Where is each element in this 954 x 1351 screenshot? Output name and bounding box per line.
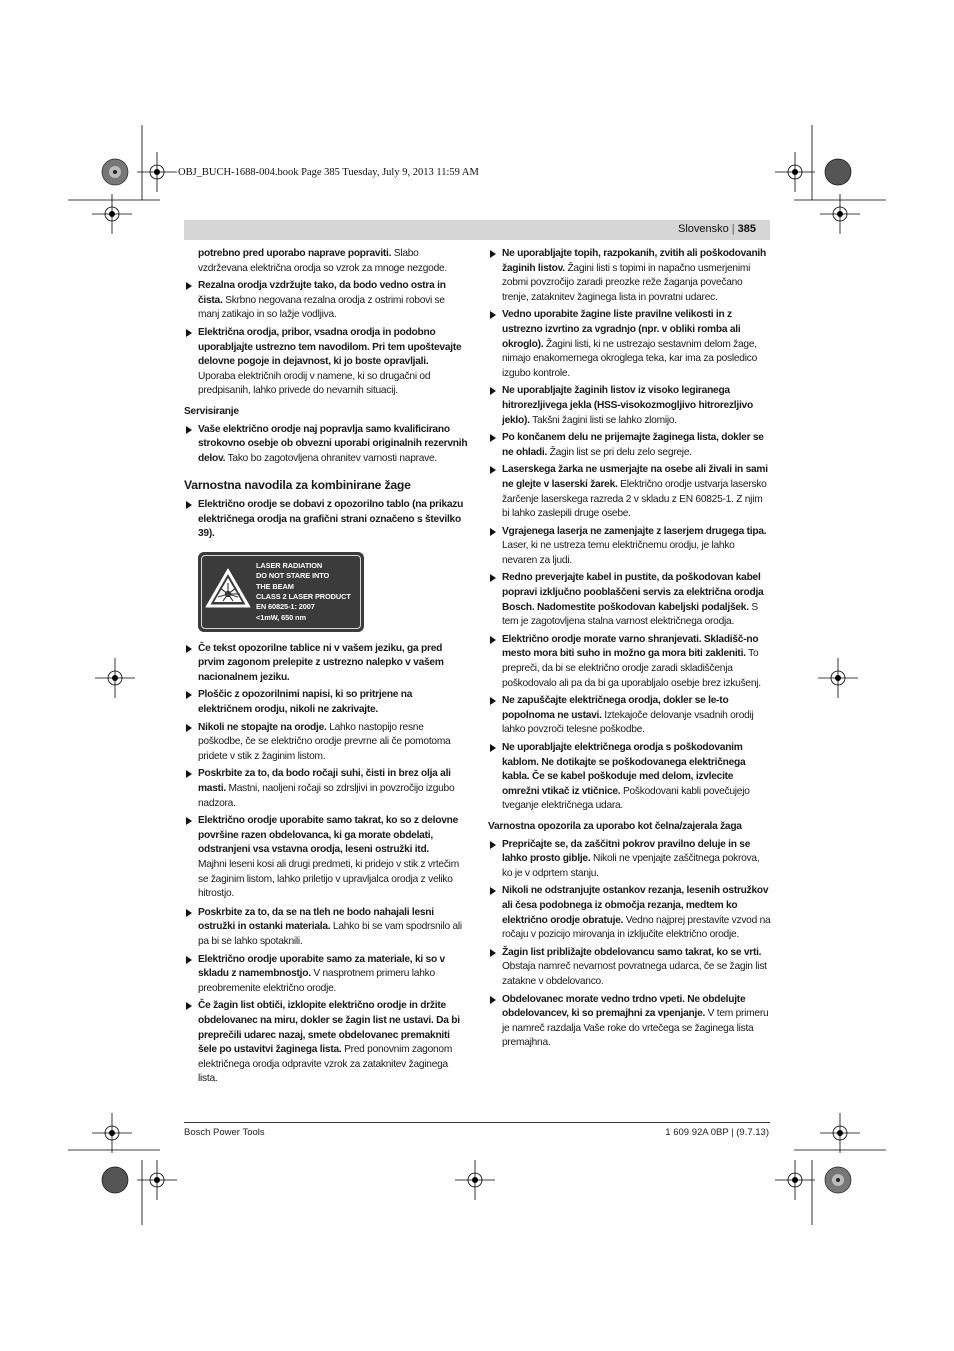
section-heading: Varnostna navodila za kombinirane žage	[184, 478, 411, 493]
list-item: Ne zapuščajte električnega orodja, dokler se le-to popolnoma ne ustavi. Iztekajoče delovanje vsadnih orodij lahko povzroči telesne poškodbe.	[488, 694, 771, 738]
bullet-triangle-icon	[186, 817, 192, 825]
list-item: Ne uporabljajte žaginih listov iz visoko legiranega hitrorezljivega jekla (HSS-visokozmogljivo hitrorezljivo jeklo). Takšni žagini listi se lahko zlomijo.	[488, 384, 771, 428]
header-page-number: 385	[737, 223, 756, 235]
list-item: Električno orodje se dobavi z opozorilno tablo (na prikazu električnega orodja na grafični strani označeno s številko 39).	[184, 498, 468, 542]
header-language: Slovensko	[678, 223, 729, 235]
page-header-bar: Slovensko | 385	[184, 220, 770, 240]
bullet-triangle-icon	[490, 574, 496, 582]
laser-label-line: THE BEAM	[256, 581, 294, 591]
bullet-triangle-icon	[490, 528, 496, 536]
bullet-triangle-icon	[186, 909, 192, 917]
list-item: Električno orodje uporabite samo takrat, ko so z delovne površine razen obdelovanca, ki ga morate obdelati, odstranjeni vsa vstavna orodja, leseni ostružki itd.	[184, 814, 468, 858]
list-item: Vgrajenega laserja ne zamenjajte z laserjem drugega tipa. Laser, ki ne ustreza temu električnemu orodju, je lahko nevaren za ljudi.	[488, 525, 771, 569]
registration-mark-top-right	[825, 159, 851, 185]
list-item: Po končanem delu ne prijemajte žaginega lista, dokler se ne ohladi. Žagin list se pri delu zelo segreje.	[488, 431, 771, 460]
bullet-triangle-icon	[186, 956, 192, 964]
list-item: Če žagin list obtiči, izklopite električno orodje in držite obdelovanec na miru, dokler se žagin list ne ustavi. Da bi preprečili udarec nazaj, smete obdelovanec premakniti šele po ustavitvi žaginega lista. Pred ponovnim zagonom električnega orodja odpravite vzrok za zataknitev žaginega lista.	[184, 999, 468, 1087]
crop-mark-bottom-left	[137, 1160, 177, 1200]
continuation-paragraph: Majhni leseni kosi ali drugi predmeti, ki pridejo v stik z vrtečim se žaginim listom, lahko priletijo v upravljalca orodja z veliko hitrostjo.	[198, 859, 459, 900]
crop-mark-right-middle	[818, 658, 858, 698]
bullet-triangle-icon	[490, 949, 496, 957]
list-item: Električno orodje uporabite samo za materiale, ki so v skladu z namembnostjo. V nasprotnem primeru lahko preobremenite električno orodje.	[184, 953, 468, 997]
list-item: Rezalna orodja vzdržujte tako, da bodo vedno ostra in čista. Skrbno negovana rezalna orodja z ostrimi robovi se manj zatikajo in so lažje vodljiva.	[184, 279, 468, 323]
list-item: Nikoli ne stopajte na orodje. Lahko nastopijo resne poškodbe, če se električno orodje prevrne ali če pomotoma pridete v stik z žaginim listom.	[184, 721, 468, 765]
laser-warning-label	[198, 552, 364, 632]
bullet-triangle-icon	[186, 282, 192, 290]
laser-label-line: <1mW, 650 nm	[256, 612, 306, 622]
crop-mark-top-left	[137, 152, 177, 192]
list-item: Poskrbite za to, da se na tleh ne bodo nahajali lesni ostružki in ostanki materiala. Lahko bi se vam spodrsnilo ali pa bi se lahko spotaknili.	[184, 906, 468, 950]
crop-mark-left-lower	[92, 1113, 132, 1153]
bullet-triangle-icon	[186, 426, 192, 434]
bullet-triangle-icon	[490, 434, 496, 442]
bullet-triangle-icon	[186, 501, 192, 509]
bullet-triangle-icon	[490, 311, 496, 319]
list-item: Če tekst opozorilne tablice ni v vašem jeziku, ga pred prvim zagonom prelepite z ustrezno nalepko v vašem nacionalnem jeziku.	[184, 642, 468, 686]
bullet-triangle-icon	[490, 250, 496, 258]
footer-doc-number: 1 609 92A 0BP | (9.7.13)	[665, 1127, 769, 1138]
registration-mark-bottom-left	[102, 1167, 128, 1193]
list-item: Nikoli ne odstranjujte ostankov rezanja, lesenih ostružkov ali česa podobnega iz območja rezanja, medtem ko električno orodje obratuje. Vedno najprej prestavite vzvod na ročaju v pozicijo mirovanja in izključite električno orodje.	[488, 884, 771, 942]
left-column	[184, 247, 468, 1090]
list-item: Obdelovanec morate vedno trdno vpeti. Ne obdelujte obdelovancev, ki so premajhni za vpenjanje. V tem primeru je namreč razdalja Vaše roke do vrtečega se žaginega lista premajhna.	[488, 993, 771, 1051]
bullet-triangle-icon	[186, 329, 192, 337]
bullet-triangle-icon	[186, 724, 192, 732]
footer-divider	[184, 1122, 770, 1123]
intro-paragraph: potrebno pred uporabo naprave popraviti. Slabo vzdrževana električna orodja so vzrok za mnoge nezgode.	[198, 248, 448, 274]
bullet-triangle-icon	[490, 697, 496, 705]
list-item: Vedno uporabite žagine liste pravilne velikosti in z ustrezno izvrtino za vgradnjo (npr. v obliki romba ali okroglo). Žagini listi, ki ne ustrezajo sestavnim delom žage, nimajo enakomernega okroglega teka, kar ima za posledico izgubo kontrole.	[488, 308, 771, 381]
bullet-triangle-icon	[186, 645, 192, 653]
bullet-triangle-icon	[186, 1002, 192, 1010]
crop-mark-left-middle	[95, 658, 135, 698]
list-item: Laserskega žarka ne usmerjajte na osebe ali živali in sami ne glejte v laserski žarek. Električno orodje ustvarja lasersko žarčenje laserskega razreda 2 v skladu z EN 60825-1. Z njim bi lahko zaslepili druge osebe.	[488, 463, 771, 521]
list-item: Prepričajte se, da zaščitni pokrov pravilno deluje in se lahko prosto giblje. Nikoli ne vpenjajte zaščitnega pokrova, ko je v odprtem stanju.	[488, 838, 771, 882]
crop-mark-bottom-center	[455, 1160, 495, 1200]
file-info-line: OBJ_BUCH-1688-004.book Page 385 Tuesday, July 9, 2013 11:59 AM	[178, 167, 479, 178]
list-item: Ne uporabljajte električnega orodja s poškodovanim kablom. Ne dotikajte se poškodovanega električnega kabla. Če se kabel poškoduje med delom, izvlecite omrežni vtikač iz vtičnice. Poškodovani kabli povečujejo tveganje električnega udara.	[488, 741, 771, 814]
footer-publisher: Bosch Power Tools	[184, 1127, 265, 1138]
laser-label-line: DO NOT STARE INTO	[256, 571, 330, 581]
laser-label-line: CLASS 2 LASER PRODUCT	[256, 591, 351, 601]
list-item: Redno preverjajte kabel in pustite, da poškodovan kabel popravi izključno pooblaščeni servis za električna orodja Bosch. Nadomestite poškodovan kabeljski podaljšek. S tem je zagotovljena stalna varnost električnega orodja.	[488, 571, 771, 629]
laser-label-line: EN 60825-1: 2007	[256, 602, 315, 612]
subsection-heading: Varnostna opozorila za uporabo kot čelna/zajerala žaga	[488, 820, 742, 832]
registration-mark-bottom-right	[825, 1167, 851, 1193]
crop-mark-right-lower	[820, 1113, 860, 1153]
bullet-triangle-icon	[490, 887, 496, 895]
list-item: Ploščic z opozorilnimi napisi, ki so pritrjene na električnem orodju, nikoli ne zakrivajte.	[184, 688, 468, 717]
bullet-triangle-icon	[490, 996, 496, 1004]
bullet-triangle-icon	[490, 387, 496, 395]
bullet-triangle-icon	[186, 691, 192, 699]
crop-mark-bottom-right	[775, 1160, 815, 1200]
bullet-triangle-icon	[186, 770, 192, 778]
bullet-triangle-icon	[490, 841, 496, 849]
list-item: Električna orodja, pribor, vsadna orodja in podobno uporabljajte ustrezno tem navodilom. Pri tem upoštevajte delovne pogoje in dejavnost, ki jo boste opravljali. Uporaba električnih orodij v namene, ki so drugačni od predpisanih, lahko privede do nevarnih situacij.	[184, 326, 468, 399]
list-item: Ne uporabljajte topih, razpokanih, zvitih ali poškodovanih žaginih listov. Žagini listi s topimi in napačno usmerjenimi zobmi povzročijo zaradi preozke reže žaganja povečano trenje, zataknitev žaginega lista in povratni udarec.	[488, 247, 771, 305]
right-column	[488, 247, 771, 1054]
crop-mark-top-right	[775, 152, 815, 192]
bullet-triangle-icon	[490, 744, 496, 752]
bullet-triangle-icon	[490, 466, 496, 474]
list-item: Žagin list približajte obdelovancu samo takrat, ko se vrti. Obstaja namreč nevarnost povratnega udarca, če se žagin list zatakne v obdelovanco.	[488, 946, 771, 990]
servicing-heading: Servisiranje	[184, 405, 239, 417]
laser-label-line: LASER RADIATION	[256, 560, 323, 570]
list-item: Vaše električno orodje naj popravlja samo kvalificirano strokovno osebje ob obvezni uporabi originalnih rezervnih delov. Tako bo zagotovljena ohranitev varnosti naprave.	[184, 423, 468, 467]
list-item: Poskrbite za to, da bodo ročaji suhi, čisti in brez olja ali masti. Mastni, naoljeni ročaji so zdrsljivi in povzročijo izgubo nadzora.	[184, 767, 468, 811]
list-item: Električno orodje morate varno shranjevati. Skladišč-no mesto mora biti suho in možno ga mora biti zakleniti. To prepreči, da bi se električno orodje zaradi skladiščenja poškodovalo ali pa da bi ga uporabljalo osebje brez izkušenj.	[488, 633, 771, 691]
laser-warning-icon	[204, 567, 252, 609]
registration-mark-top-left	[102, 159, 128, 185]
bullet-triangle-icon	[490, 636, 496, 644]
